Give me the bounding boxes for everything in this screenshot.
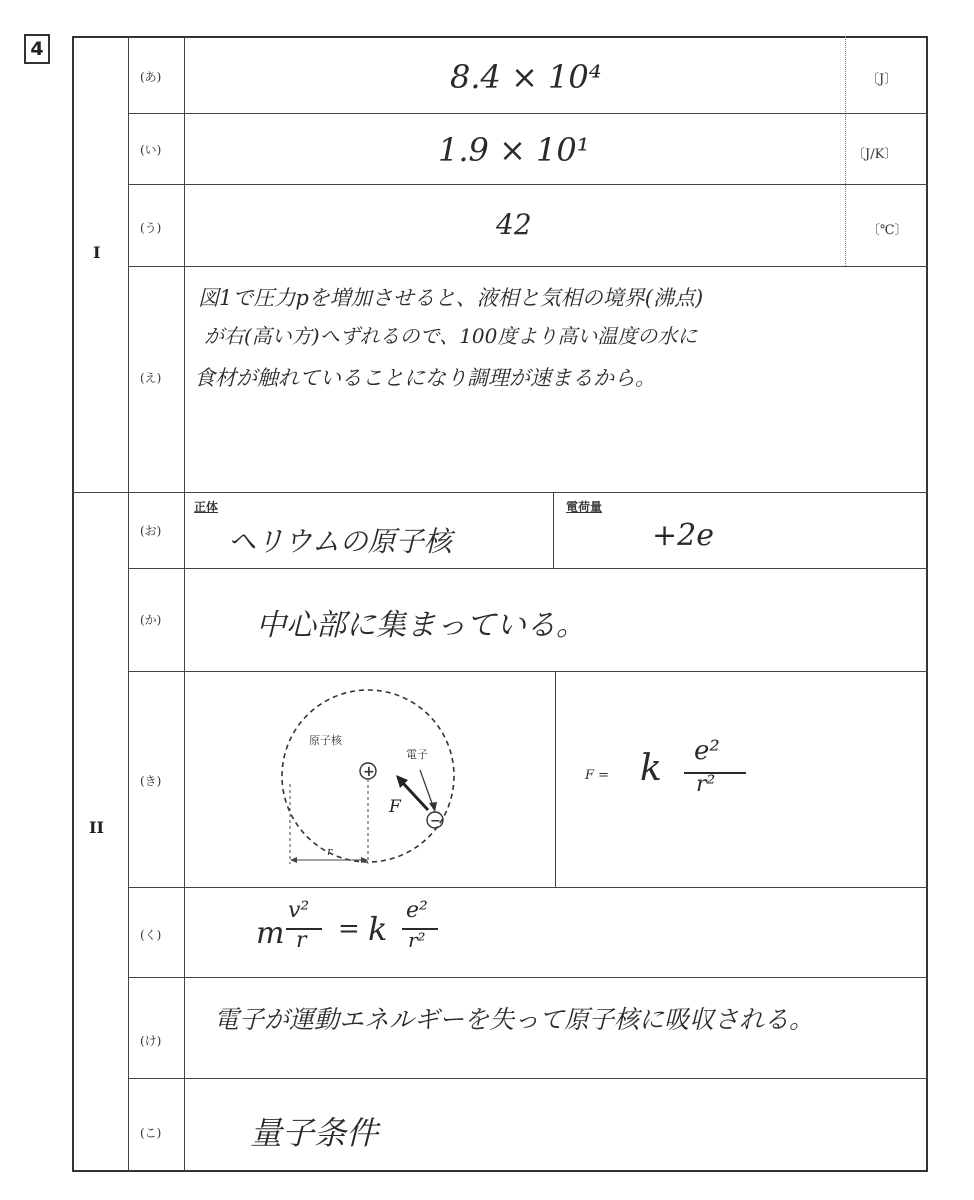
row-line: [128, 887, 928, 888]
answer-o-identity: ヘリウムの原子核: [228, 525, 452, 558]
label-ki: (き): [140, 774, 162, 788]
answer-e-line1: 図1で圧力pを増加させると、液相と気相の境界(沸点): [198, 286, 704, 310]
force-label: F: [389, 797, 401, 817]
ku-r2: r²: [408, 928, 426, 952]
divider-unit-col: [845, 36, 846, 266]
divider-o-split: [553, 492, 554, 568]
label-i: (い): [140, 143, 162, 157]
radius-arrow-left: [290, 857, 297, 863]
divider-label-col: [184, 36, 185, 1172]
formula-ki-lhs: F =: [585, 768, 610, 783]
divider-roman-col: [128, 36, 129, 1172]
nucleus-label: 原子核: [309, 734, 342, 747]
atom-diagram: [186, 672, 554, 886]
minus-sign: −: [430, 814, 441, 829]
charge-title: 電荷量: [566, 500, 603, 514]
section-label-1: I: [93, 243, 101, 262]
label-pointer-head: [429, 802, 437, 812]
label-ke: (け): [140, 1034, 162, 1048]
force-arrow: [402, 782, 428, 810]
formula-ki-num: e²: [694, 736, 720, 766]
row-line: [128, 1078, 928, 1079]
answer-ke: 電子が運動エネルギーを失って原子核に吸収される。: [214, 1005, 815, 1034]
unit-u: 〔℃〕: [867, 223, 908, 238]
label-ku: (く): [140, 928, 162, 942]
row-line: [128, 184, 928, 185]
label-pointer: [420, 770, 433, 806]
answer-a: 8.4 × 10⁴: [450, 58, 602, 96]
answer-i: 1.9 × 10¹: [438, 131, 590, 169]
label-e: (え): [140, 371, 162, 385]
row-line: [128, 568, 928, 569]
electron-label: 電子: [406, 748, 428, 761]
ku-m: m: [256, 916, 285, 951]
answer-o-charge: +2e: [652, 518, 714, 553]
ku-v2: v²: [288, 898, 310, 923]
label-a: (あ): [140, 70, 162, 84]
ku-eq: =: [338, 914, 360, 944]
formula-ki-den: r²: [696, 772, 716, 797]
row-line: [128, 977, 928, 978]
label-ka: (か): [140, 613, 162, 627]
section-line: [72, 492, 928, 493]
divider-ki-split: [555, 671, 556, 887]
radius-label: r: [327, 845, 333, 858]
answer-e-line3: 食材が触れていることになり調理が速まるから。: [194, 366, 656, 390]
identity-title: 正体: [194, 500, 219, 514]
section-label-2: II: [89, 818, 104, 837]
row-line: [128, 113, 928, 114]
row-line: [128, 266, 928, 267]
ku-e2: e²: [406, 898, 428, 923]
ku-k: k: [368, 910, 388, 948]
label-ko: (こ): [140, 1126, 162, 1140]
label-u: (う): [140, 221, 162, 235]
answer-ka: 中心部に集まっている。: [256, 608, 586, 643]
label-o: (お): [140, 524, 162, 538]
unit-a: 〔J〕: [866, 72, 898, 87]
answer-u: 42: [496, 208, 532, 241]
answer-ko: 量子条件: [250, 1114, 379, 1152]
formula-ki-k: k: [640, 748, 662, 789]
unit-i: 〔J/K〕: [852, 147, 898, 162]
plus-sign: +: [363, 764, 375, 780]
ku-r: r: [296, 928, 307, 953]
answer-e-line2: が右(高い方)へずれるので、100度より高い温度の水に: [204, 324, 698, 348]
question-number: 4: [24, 34, 50, 64]
